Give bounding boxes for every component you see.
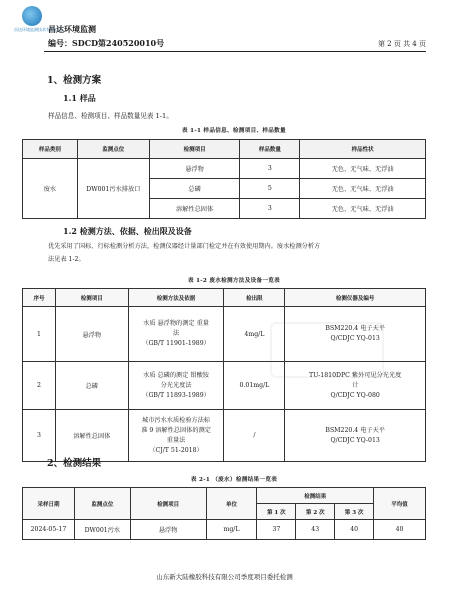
instrument [285, 410, 426, 462]
method-line: （GB/T 11893-1989） [142, 391, 210, 399]
detection-limit: 0.01mg/L [224, 362, 285, 410]
test-item: 总磷 [149, 179, 240, 199]
table-header: 检测项目 [130, 488, 206, 520]
section2-title: 2、检测结果 [47, 458, 102, 469]
test-item: 总磷 [55, 362, 128, 410]
method-line: （GB/T 11901-1989） [142, 340, 210, 347]
instrument-line: BSM220.4 电子天平 [325, 325, 385, 332]
method-line: 准 9 溶解性总固体的测定 [141, 426, 211, 434]
unit: mg/L [206, 520, 257, 540]
table-header: 样品数量 [240, 140, 300, 159]
subsection-1-1-title: 1.1 样品 [63, 93, 96, 103]
sample-qty: 3 [240, 199, 300, 219]
test-item: 悬浮物 [130, 520, 206, 540]
table-header: 检测结果 [257, 488, 374, 504]
sample-qty: 3 [240, 159, 300, 179]
faint-stamp-watermark [270, 322, 384, 378]
section1-title: 1、检测方案 [47, 75, 102, 86]
table-header: 采样日期 [23, 488, 75, 520]
method-line: 法 [172, 330, 180, 337]
table-header: 检测仪器及编号 [285, 289, 426, 307]
footer-note: 山东新大陆橡胶科技有限公司季度项目委托检测 [156, 573, 293, 581]
table2-caption: 表 1-2 废水检测方法及设备一览表 [187, 278, 281, 284]
table-header: 平均值 [374, 488, 426, 520]
subsection-1-2-text-line2: 法见表 1-2。 [48, 256, 85, 263]
table-subheader: 第 2 次 [296, 504, 335, 520]
table-header: 序号 [23, 289, 56, 307]
row-number: 2 [23, 362, 56, 410]
table-header: 单位 [206, 488, 257, 520]
company-name: 昌达环境监测 [48, 24, 96, 34]
header-rule [44, 51, 426, 52]
test-item: 溶解性总固体 [55, 410, 128, 462]
table-subheader: 第 1 次 [257, 504, 296, 520]
sample-trait: 无色、无气味、无浮油 [300, 199, 426, 219]
sample-category: 废水 [23, 159, 78, 219]
test-item: 悬浮物 [149, 159, 240, 179]
page-number: 第 2 页 共 4 页 [377, 40, 426, 48]
table-subheader: 第 3 次 [335, 504, 374, 520]
method-line: （CJ/T 51-2018） [149, 446, 203, 454]
method-line: 重量法 [166, 436, 186, 444]
detection-limit: 4mg/L [224, 307, 285, 362]
table-header: 检测项目 [55, 289, 128, 307]
table-header: 检测方法及依据 [128, 289, 224, 307]
instrument-line: Q/CDJC YQ-080 [330, 391, 380, 399]
test-method [128, 410, 224, 462]
table-header: 检测项目 [149, 140, 240, 159]
table-header: 监测点位 [74, 488, 130, 520]
result-3: 40 [335, 520, 374, 540]
sample-trait: 无色、无气味、无浮油 [300, 159, 426, 179]
report-number: 编号：SDCD第240520010号 [48, 38, 165, 48]
table-header: 样品类别 [23, 140, 78, 159]
test-method [128, 307, 224, 362]
row-number: 1 [23, 307, 56, 362]
table3-caption: 表 2-1 （废水）检测结果一览表 [190, 477, 278, 483]
method-line: 城市污水水质检验方法标 [142, 416, 211, 424]
sample-date: 2024-05-17 [23, 520, 75, 540]
logo-text: 昌达环境监测技术有限公司 [14, 27, 62, 32]
table-header: 检出限 [224, 289, 285, 307]
result-2: 43 [296, 520, 335, 540]
test-item: 悬浮物 [55, 307, 128, 362]
table-header: 样品性状 [300, 140, 426, 159]
result-table [22, 487, 426, 540]
subsection-1-2-title: 1.2 检测方法、依据、检出限及设备 [63, 226, 192, 236]
method-line: 水质 悬浮物的测定 重量 [143, 320, 209, 327]
instrument-line: TU-1810DPC 紫外可见分光光度 [308, 371, 402, 379]
instrument-line: Q/CDJC YQ-013 [330, 436, 380, 444]
table1-caption: 表 1-1 样品信息、检测项目、样品数量 [182, 128, 286, 134]
subsection-1-1-text: 样品信息、检测项目、样品数量见表 1-1。 [48, 112, 173, 120]
table-header: 监测点位 [77, 140, 149, 159]
monitor-point: DW001污水 [74, 520, 130, 540]
sample-trait: 无色、无气味、无浮油 [300, 179, 426, 199]
test-item: 溶解性总固体 [149, 199, 240, 219]
instrument-line: Q/CDJC YQ-013 [330, 335, 380, 342]
test-method [128, 362, 224, 410]
sample-qty: 5 [240, 179, 300, 199]
method-line: 分光光度法 [160, 381, 192, 389]
company-logo [22, 6, 42, 26]
result-1: 37 [257, 520, 296, 540]
row-number: 3 [23, 410, 56, 462]
sample-info-table [22, 139, 426, 219]
subsection-1-2-text-line1: 优先采用了国标、行标检测分析方法，检测仪器经计量部门检定并在有效使用期内。废水检测分析方 [48, 243, 321, 250]
monitor-point: DW001污水排放口 [77, 159, 149, 219]
average-value: 40 [374, 520, 426, 540]
method-line: 水质 总磷的测定 钼酸铵 [143, 371, 209, 379]
instrument-line: 计 [352, 381, 359, 389]
detection-limit: / [224, 410, 285, 462]
instrument-line: BSM220.4 电子天平 [325, 426, 385, 434]
